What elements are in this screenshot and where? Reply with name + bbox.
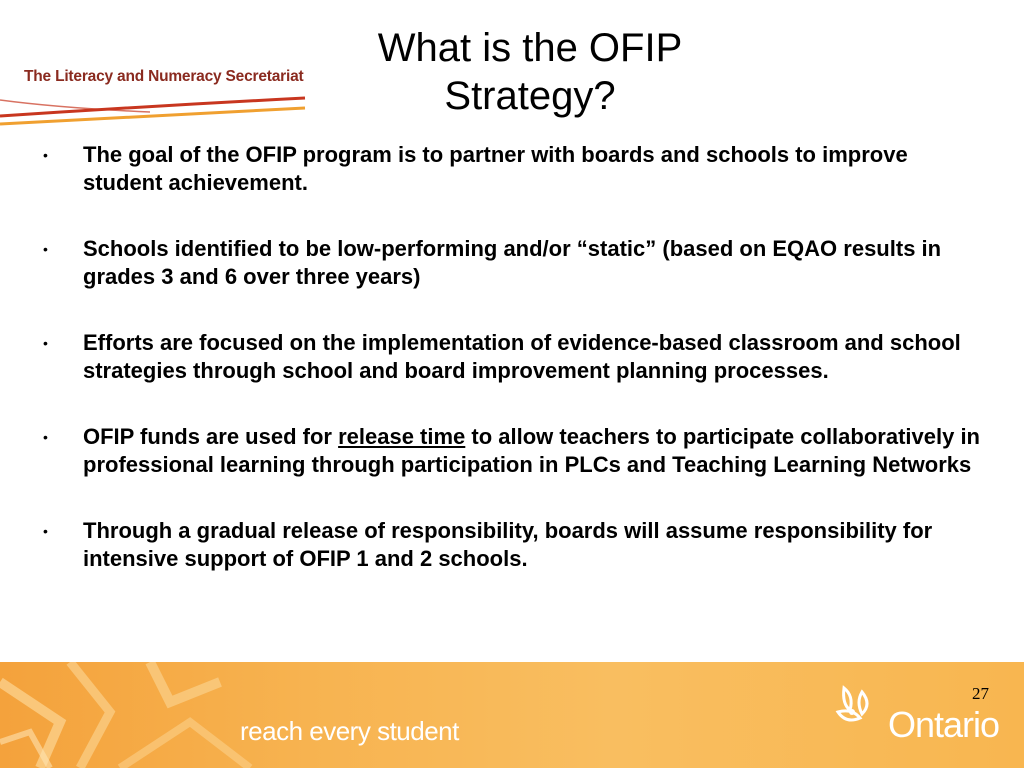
footer-band: [0, 662, 1024, 768]
bullet-text: Through a gradual release of responsibility, boards will assume responsibility for intensive support of OFIP 1 and 2 schools.: [83, 518, 933, 571]
bullet-item: [40, 423, 990, 479]
release-time-link: release time: [338, 424, 466, 449]
page-number: 27: [972, 684, 989, 703]
bullet-text-before: OFIP funds are used for: [83, 424, 339, 449]
bullet-marker: •: [43, 429, 48, 445]
footer-tagline: reach every student: [240, 716, 459, 746]
slide-title: [310, 24, 750, 120]
title-line-2: Strategy?: [444, 74, 616, 118]
bullet-text: Schools identified to be low-performing and/or “static” (based on EQAO results in grades 3 and 6 over three years): [83, 236, 942, 289]
footer-decoration-icon: [0, 662, 260, 768]
bullet-marker: •: [43, 241, 48, 257]
bullet-marker: •: [43, 523, 48, 539]
title-line-1: What is the OFIP: [377, 26, 683, 70]
bullet-list: [40, 141, 990, 611]
bullet-item: [40, 329, 990, 385]
bullet-text-after: to allow teachers to participate collaboratively in professional learning through participation in PLCs and Teaching Learning Networks: [83, 424, 980, 477]
logo-swoosh-icon: [0, 86, 310, 146]
bullet-text: The goal of the OFIP program is to partner with boards and schools to improve student achievement.: [83, 142, 908, 195]
bullet-text: Efforts are focused on the implementation of evidence-based classroom and school strategies through school and board improvement planning processes.: [83, 330, 961, 383]
bullet-item: [40, 235, 990, 291]
secretariat-logo: [0, 30, 310, 112]
logo-text: The Literacy and Numeracy Secretariat: [24, 68, 304, 85]
trillium-icon: [832, 682, 888, 738]
bullet-marker: •: [43, 147, 48, 163]
bullet-item: [40, 517, 990, 573]
bullet-marker: •: [43, 335, 48, 351]
ontario-logo-text: Ontario: [888, 704, 1000, 745]
bullet-item: [40, 141, 990, 197]
